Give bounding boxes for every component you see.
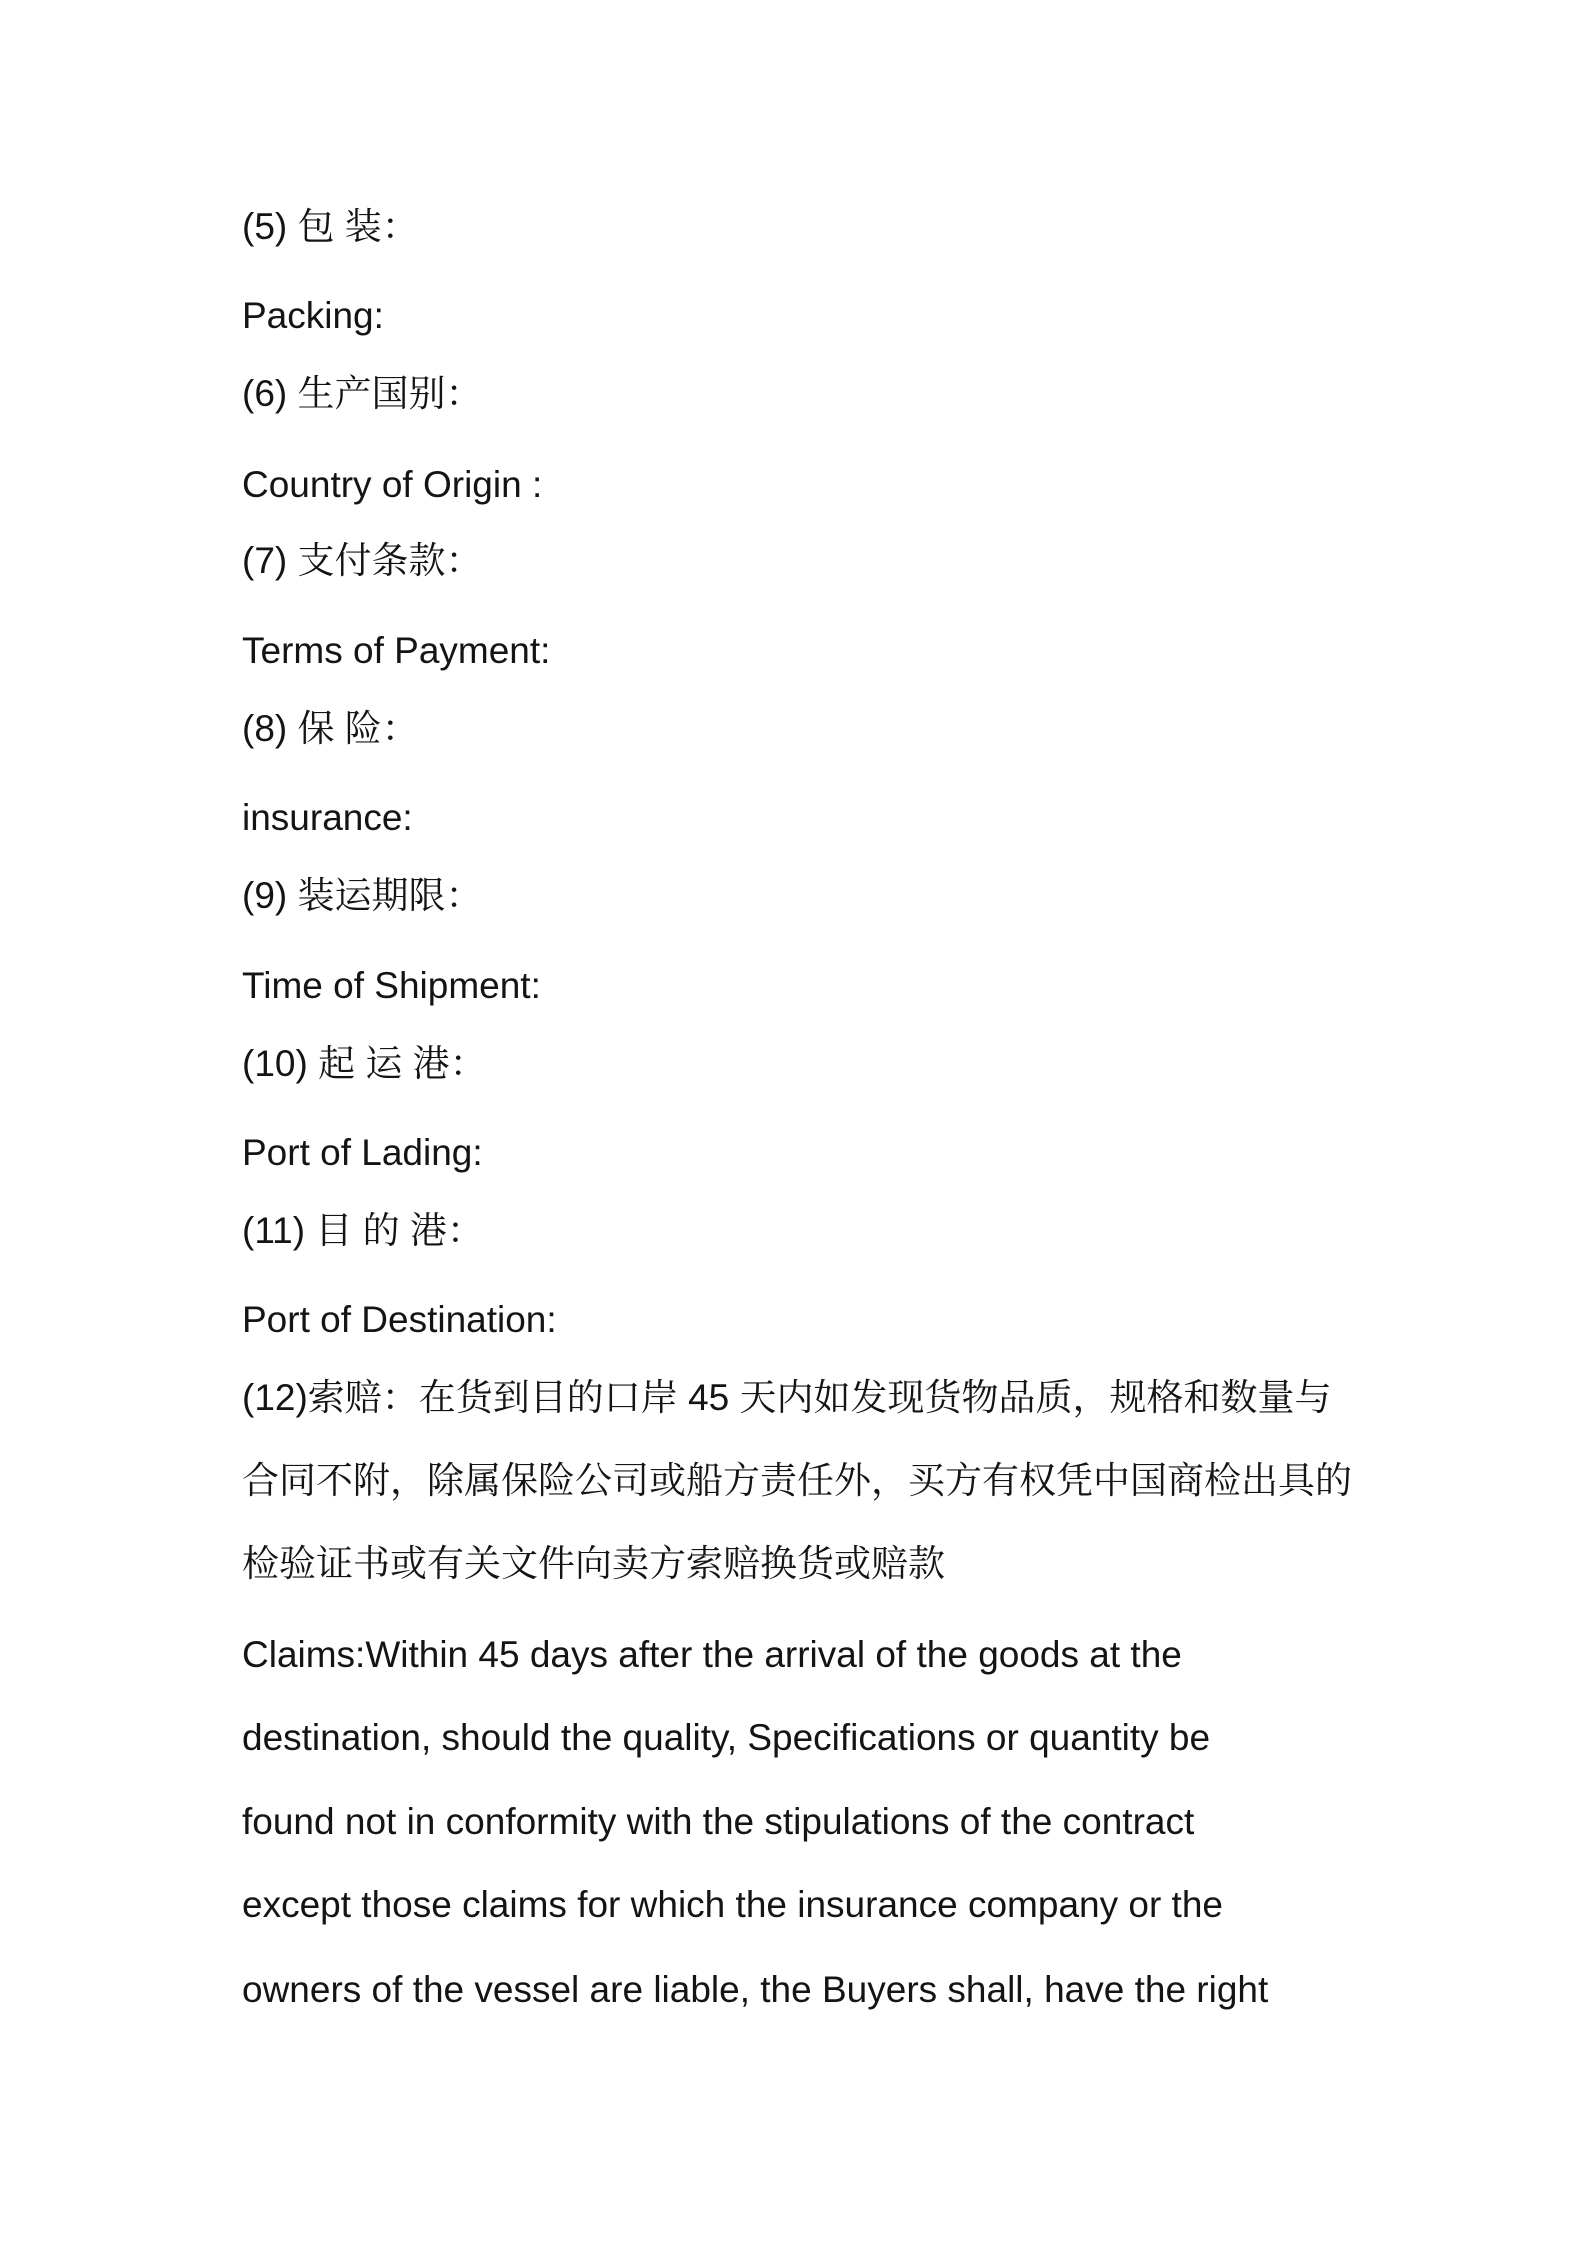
clause-5-en: Packing: — [242, 295, 384, 336]
clause-8-zh: (8) 保 险： — [242, 708, 419, 749]
claims-en-line: owners of the vessel are liable, the Buyers shall, have the right — [242, 1969, 1269, 2010]
clause-10-zh: (10) 起 运 港： — [242, 1043, 487, 1084]
clause-8-en: insurance: — [242, 797, 413, 838]
clause-7-en: Terms of Payment: — [242, 630, 551, 671]
clause-9-en: Time of Shipment: — [242, 965, 541, 1006]
clause-11-zh: (11) 目 的 港： — [242, 1210, 484, 1251]
clause-6-en: Country of Origin : — [242, 464, 543, 505]
claims-en-line: destination, should the quality, Specifications or quantity be — [242, 1717, 1211, 1758]
claims-en-line: found not in conformity with the stipulations of the contract — [242, 1801, 1195, 1842]
claims-zh-line: 合同不附，除属保险公司或船方责任外，买方有权凭中国商检出具的 — [242, 1460, 1352, 1501]
claims-zh-line: (12)索赔：在货到目的口岸 45 天内如发现货物品质，规格和数量与 — [242, 1377, 1332, 1418]
clause-7-zh: (7) 支付条款： — [242, 540, 483, 581]
clause-10-en: Port of Lading: — [242, 1132, 483, 1173]
clause-11-en: Port of Destination: — [242, 1299, 557, 1340]
clause-6-zh: (6) 生产国别： — [242, 373, 483, 414]
clause-5-zh: (5) 包 装： — [242, 206, 419, 247]
claims-zh-line: 检验证书或有关文件向卖方索赔换货或赔款 — [242, 1543, 945, 1584]
claims-en-line: Claims:Within 45 days after the arrival of the goods at the — [242, 1634, 1182, 1675]
clause-9-zh: (9) 装运期限： — [242, 875, 483, 916]
claims-en-line: except those claims for which the insurance company or the — [242, 1884, 1223, 1925]
